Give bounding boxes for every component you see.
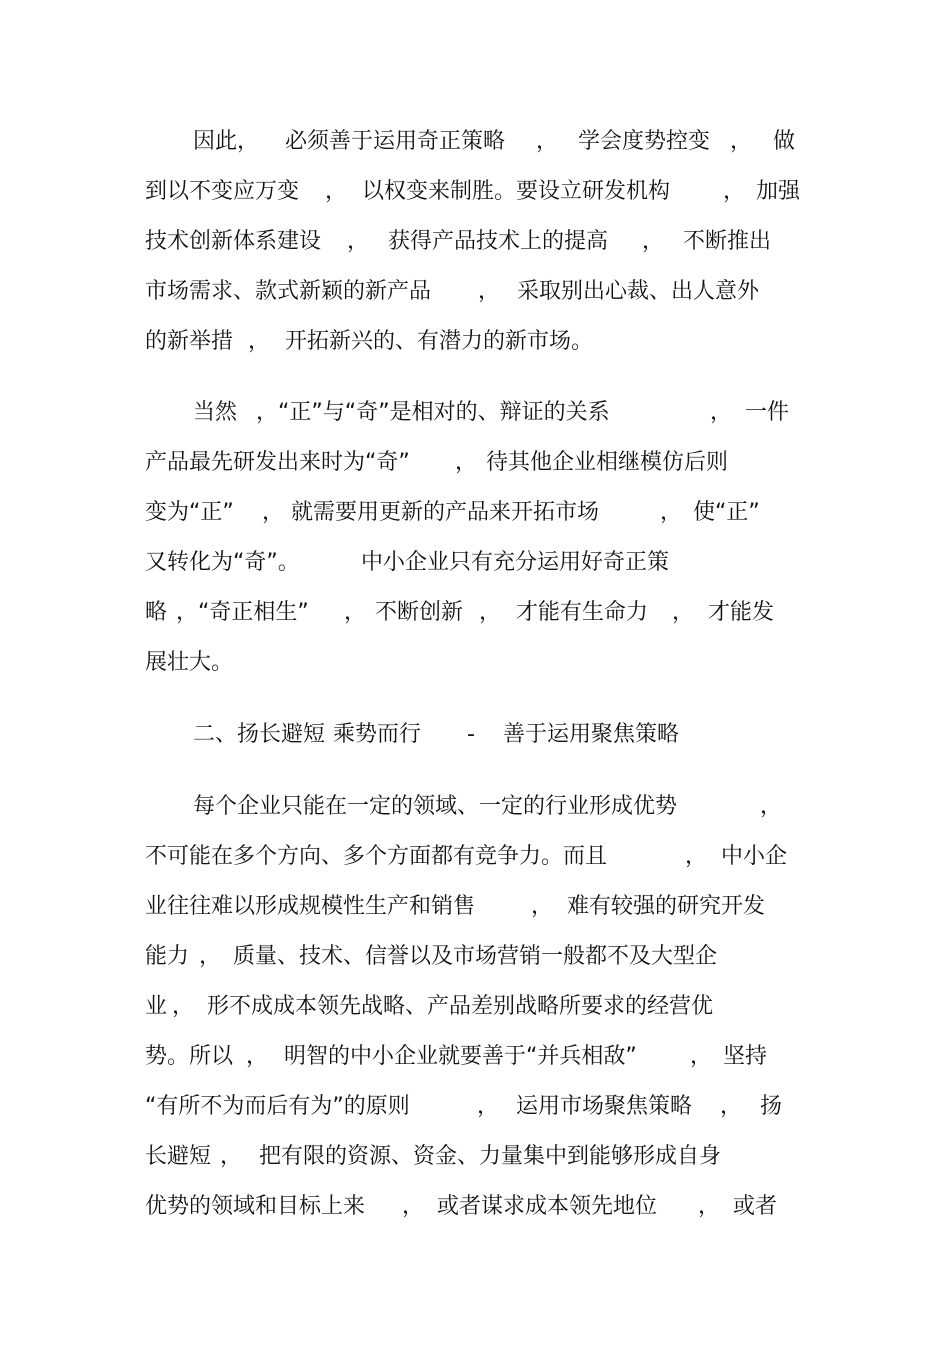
text-segment: 当然 (193, 400, 238, 425)
text-segment: ， (455, 450, 478, 475)
text-segment: ，“奇正相生” (176, 600, 309, 625)
text-segment: ， (642, 229, 665, 254)
text-segment: 能力 (145, 944, 190, 969)
paragraph-1-line-1 (0, 125, 950, 159)
text-segment: 的新举措 (145, 329, 234, 354)
text-segment: 不断推出 (683, 229, 772, 254)
paragraph-2-line-3 (0, 496, 950, 530)
text-segment: 必须善于运用奇正策略 (285, 129, 506, 154)
paragraph-2-line-2 (0, 446, 950, 480)
paragraph-2-line-1 (0, 396, 950, 430)
paragraph-3-line-5 (0, 990, 950, 1024)
text-segment: 学会度势控变 (578, 129, 711, 154)
text-segment: 展壮大。 (145, 650, 234, 675)
paragraph-3-line-1 (0, 790, 950, 824)
paragraph-1-line-3 (0, 225, 950, 259)
text-segment: 每个企业只能在一定的领域、一定的行业形成优势 (193, 794, 678, 819)
text-segment: 以权变来制胜。要设立研发机构 (362, 179, 671, 204)
text-segment: ， (172, 994, 195, 1019)
text-segment: ， (246, 1044, 269, 1069)
text-segment: ， (248, 329, 271, 354)
text-segment: 中小企业只有充分运用好奇正策 (361, 550, 670, 575)
text-segment: 才能有生命力 (516, 600, 649, 625)
text-segment: ，“正”与“奇”是相对的、辩证的关系 (256, 400, 610, 425)
text-segment: 中小企 (721, 844, 788, 869)
paragraph-1-line-5 (0, 325, 950, 359)
heading-segment: 乘势而行 (333, 722, 422, 747)
paragraph-2-line-5 (0, 596, 950, 630)
text-segment: 做 (773, 129, 796, 154)
text-segment: 才能发 (708, 600, 775, 625)
paragraph-3-line-6 (0, 1040, 950, 1074)
text-segment: 不可能在多个方向、多个方面都有竞争力。而且 (145, 844, 608, 869)
text-segment: 因此， (193, 129, 260, 154)
text-segment: ， (660, 500, 683, 525)
text-segment: 市场需求、款式新颖的新产品 (145, 279, 432, 304)
text-segment: ， (262, 500, 285, 525)
paragraph-3-line-9 (0, 1190, 950, 1224)
paragraph-1-line-4 (0, 275, 950, 309)
heading-segment: 善于运用聚焦策略 (503, 722, 680, 747)
text-segment: 优势的领域和目标上来 (145, 1194, 366, 1219)
text-segment: 使“正” (693, 500, 760, 525)
heading-segment: - (467, 722, 475, 747)
text-segment: ， (477, 1094, 500, 1119)
text-segment: ， (220, 1144, 243, 1169)
text-segment: 或者谋求成本领先地位 (437, 1194, 658, 1219)
text-segment: 质量、技术、信誉以及市场营销一般都不及大型企 (233, 944, 718, 969)
text-segment: ， (531, 894, 554, 919)
text-segment: ， (720, 1094, 743, 1119)
text-segment: ， (685, 844, 708, 869)
text-segment: ， (347, 229, 370, 254)
text-segment: 扬 (760, 1094, 783, 1119)
text-segment: 运用市场聚焦策略 (516, 1094, 693, 1119)
text-segment: ， (760, 794, 783, 819)
text-segment: 势。所以 (145, 1044, 234, 1069)
text-segment: “有所不为而后有为”的原则 (145, 1094, 410, 1119)
text-segment: ， (690, 1044, 713, 1069)
text-segment: ， (723, 179, 746, 204)
section-heading (0, 718, 950, 752)
text-segment: 长避短 (145, 1144, 212, 1169)
text-segment: 形不成成本领先战略、产品差别战略所要求的经营优 (207, 994, 714, 1019)
text-segment: ， (344, 600, 367, 625)
text-segment: ， (402, 1194, 425, 1219)
text-segment: ， (698, 1194, 721, 1219)
text-segment: ， (710, 400, 733, 425)
paragraph-3-line-4 (0, 940, 950, 974)
paragraph-2-line-4 (0, 546, 950, 580)
text-segment: 业往往难以形成规模性生产和销售 (145, 894, 476, 919)
text-segment: 难有较强的研究开发 (567, 894, 766, 919)
text-segment: 或者 (733, 1194, 778, 1219)
text-segment: 开拓新兴的、有潜力的新市场。 (285, 329, 594, 354)
text-segment: ， (536, 129, 559, 154)
paragraph-1-line-2 (0, 175, 950, 209)
heading-segment: 二、扬长避短 (193, 722, 326, 747)
text-segment: 变为“正” (145, 500, 234, 525)
text-segment: 到以不变应万变 (145, 179, 300, 204)
text-segment: 技术创新体系建设 (145, 229, 322, 254)
text-segment: 把有限的资源、资金、力量集中到能够形成自身 (259, 1144, 722, 1169)
text-segment: ， (672, 600, 695, 625)
text-segment: 采取别出心裁、出人意外 (517, 279, 760, 304)
text-segment: ， (478, 279, 501, 304)
paragraph-3-line-8 (0, 1140, 950, 1174)
paragraph-3-line-2 (0, 840, 950, 874)
text-segment: 明智的中小企业就要善于“并兵相敌” (284, 1044, 637, 1069)
text-segment: 不断创新 (375, 600, 464, 625)
text-segment: 就需要用更新的产品来开拓市场 (291, 500, 600, 525)
text-segment: ， (730, 129, 753, 154)
text-segment: 产品最先研发出来时为“奇” (145, 450, 410, 475)
text-segment: 获得产品技术上的提高 (388, 229, 609, 254)
text-segment: 略 (145, 600, 168, 625)
text-segment: 待其他企业相继模仿后则 (486, 450, 729, 475)
text-segment: 加强 (756, 179, 801, 204)
text-segment: 业 (145, 994, 168, 1019)
text-segment: ， (479, 600, 502, 625)
text-segment: 坚持 (723, 1044, 768, 1069)
paragraph-3-line-3 (0, 890, 950, 924)
text-segment: ， (325, 179, 348, 204)
paragraph-3-line-7 (0, 1090, 950, 1124)
text-segment: 又转化为“奇”。 (145, 550, 300, 575)
text-segment: 一件 (745, 400, 790, 425)
paragraph-2-line-6 (0, 646, 950, 680)
text-segment: ， (199, 944, 222, 969)
